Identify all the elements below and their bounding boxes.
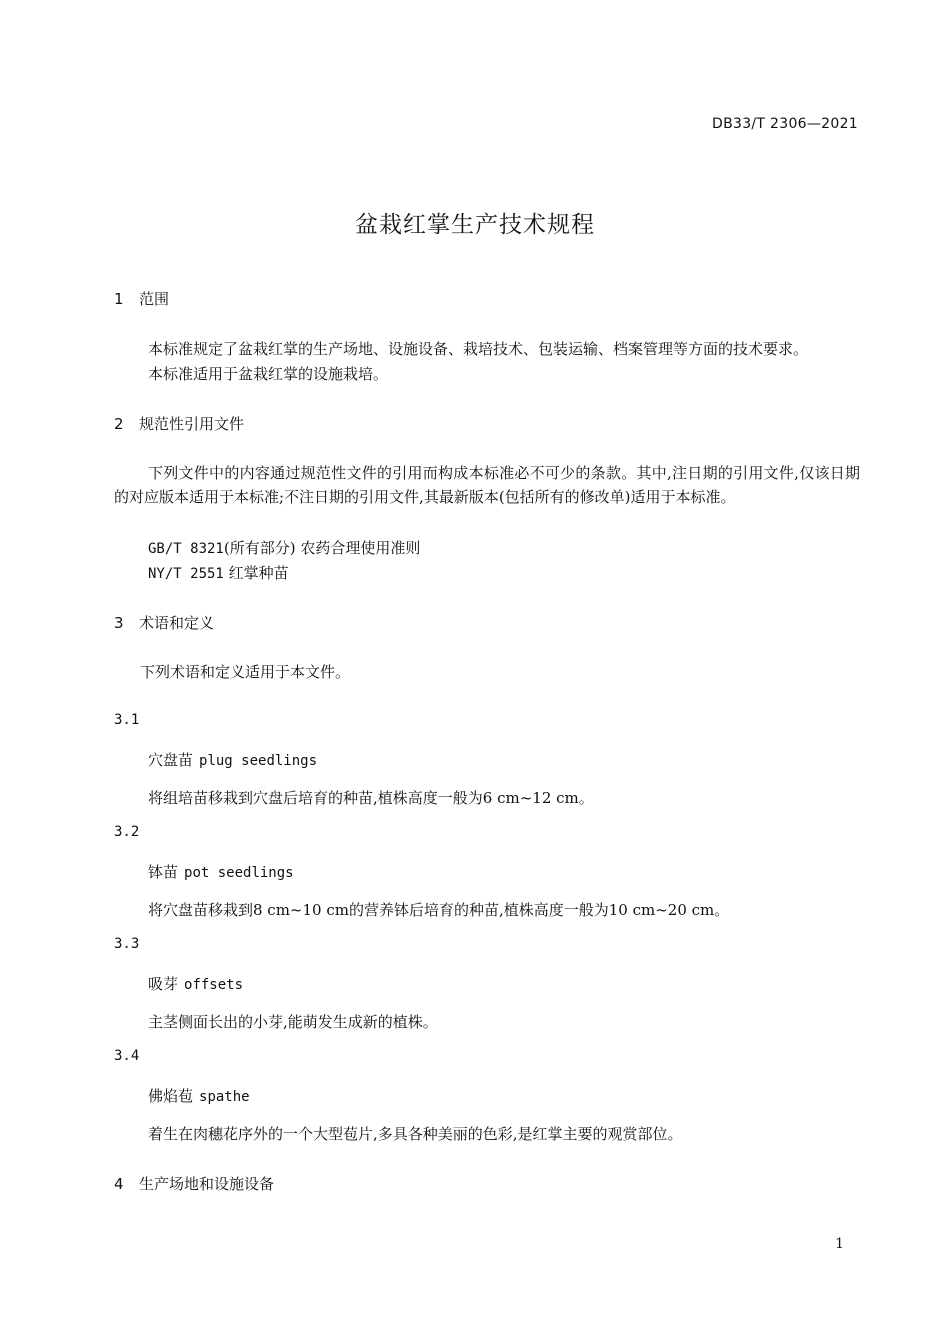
term-definition: 将穴盘苗移栽到8 cm~10 cm的营养钵后培育的种苗,植株高度一般为10 cm~20 cm。 <box>148 901 730 919</box>
reference-item <box>148 562 289 583</box>
section-title: 术语和定义 <box>139 614 215 632</box>
term-number: 3.3 <box>114 936 140 952</box>
term-name-zh: 吸芽 <box>148 975 179 993</box>
section-heading-normative-references <box>114 413 244 434</box>
reference-title: (所有部分) 农药合理使用准则 <box>223 539 421 557</box>
term-number: 3.1 <box>114 712 140 728</box>
page-number: 1 <box>835 1236 844 1252</box>
term-number: 3.2 <box>114 824 140 840</box>
term-name-zh: 钵苗 <box>148 863 179 881</box>
terms-intro: 下列术语和定义适用于本文件。 <box>140 663 351 681</box>
section-heading-terms <box>114 612 214 633</box>
scope-paragraph-2: 本标准适用于盆栽红掌的设施栽培。 <box>148 365 389 383</box>
term-name-en: plug seedlings <box>199 753 318 769</box>
section-number: 4 <box>114 1175 124 1193</box>
section-title: 规范性引用文件 <box>139 415 245 433</box>
reference-title: 红掌种苗 <box>223 564 289 582</box>
section-number: 3 <box>114 614 124 632</box>
term-definition: 着生在肉穗花序外的一个大型苞片,多具各种美丽的色彩,是红掌主要的观赏部位。 <box>148 1125 683 1143</box>
section-number: 1 <box>114 290 124 308</box>
term-number: 3.4 <box>114 1048 140 1064</box>
term-definition: 主茎侧面长出的小芽,能萌发生成新的植株。 <box>148 1013 438 1031</box>
term-name <box>148 749 317 770</box>
section-title: 范围 <box>139 290 170 308</box>
term-name-en: pot seedlings <box>184 865 294 881</box>
term-name-en: offsets <box>184 977 244 993</box>
scope-paragraph-1: 本标准规定了盆栽红掌的生产场地、设施设备、栽培技术、包装运输、档案管理等方面的技术要求。 <box>148 340 809 358</box>
references-intro-paragraph: 下列文件中的内容通过规范性文件的引用而构成本标准必不可少的条款。其中,注日期的引用文件,仅该日期的对应版本适用于本标准;不注日期的引用文件,其最新版本(包括所有的修改单)适用于本标准。 <box>114 464 860 506</box>
reference-code: NY/T 2551 <box>148 566 224 582</box>
section-number: 2 <box>114 415 124 433</box>
term-name <box>148 861 294 882</box>
section-title: 生产场地和设施设备 <box>139 1175 275 1193</box>
standard-number: DB33/T 2306—2021 <box>712 116 858 132</box>
term-name <box>148 973 243 994</box>
document-title: 盆栽红掌生产技术规程 <box>355 212 595 238</box>
section-heading-production-site <box>114 1173 274 1194</box>
term-name <box>148 1085 250 1106</box>
term-name-zh: 穴盘苗 <box>148 751 194 769</box>
term-name-en: spathe <box>199 1089 250 1105</box>
reference-item <box>148 537 420 558</box>
reference-code: GB/T 8321 <box>148 541 224 557</box>
term-definition: 将组培苗移栽到穴盘后培育的种苗,植株高度一般为6 cm~12 cm。 <box>148 789 594 807</box>
term-name-zh: 佛焰苞 <box>148 1087 194 1105</box>
section-heading-scope <box>114 288 169 309</box>
